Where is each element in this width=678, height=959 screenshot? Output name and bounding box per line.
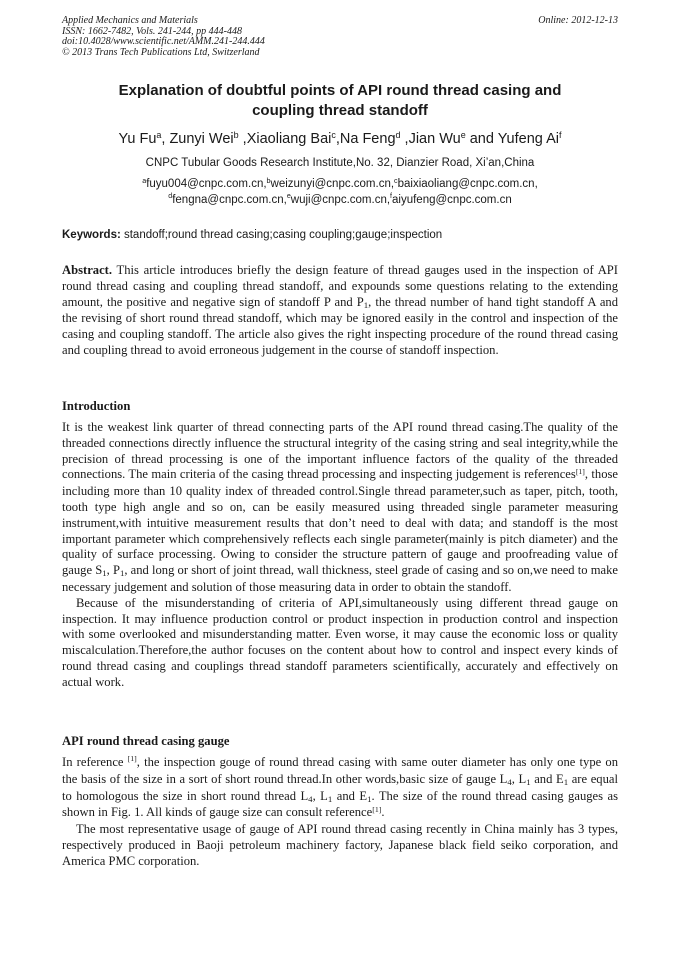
keywords xyxy=(62,228,618,243)
email-address: aiyufeng@cnpc.com.cn xyxy=(392,193,512,206)
author-name: , Zunyi Wei xyxy=(161,131,234,147)
affiliation: CNPC Tubular Goods Research Institute,No. 32, Dianzier Road, Xi’an,China xyxy=(145,157,535,169)
abstract-text: This article introduces briefly the design feature of thread gauges used in the inspection of API round thread casing and coupling thread standoff, and expounds some questions relating to the extending amount, the positive and negative sign of standoff P and P xyxy=(62,263,618,309)
author-name: ,Xiaoliang Bai xyxy=(238,131,332,147)
subscript: 1 xyxy=(102,568,107,579)
email-address: fuyu004@cnpc.com.cn, xyxy=(146,178,267,190)
paragraph-text: , those including more than 10 quality index of threaded control.Single thread parameter,such as taper, pitch, tooth, tooth type high angle and so on, can be easily measured using threaded single parameter measuring instrument,with intuitive measurement results that don’t need to deal with data; and standoff is the most important parameter which comprehensively reflects each single parameter(mainly is pitch diameter) and the quality of surface processing. Owing to consider the structure pattern of gauge and proofreading value of gauge S xyxy=(62,467,618,578)
paragraph-text: In reference xyxy=(62,755,128,769)
paragraph-text: , the inspection gouge of round thread casing with same outer diameter has only one type on the basis of the size in a sort of short round thread.In other words,basic size of gauge L xyxy=(62,755,618,786)
subscript: 1 xyxy=(327,793,333,804)
paragraph-text: are equal to homologous the size in short round thread L xyxy=(62,771,618,803)
journal-header xyxy=(62,16,618,58)
abstract-text: , the thread number of hand tight standoff A and the revising of short round thread standoff, which may be ignored easily in the control and inspection of the casing and coupling standoff. The article also gives the right inspecting procedure of the round thread casing and coupling thread to avoid erroneous judgement in the course of standoff inspection. xyxy=(62,294,619,357)
email-mark: a xyxy=(142,176,147,185)
doi-line: doi:10.4028/www.scientific.net/AMM.241-244.444 xyxy=(62,36,265,48)
author-mark: a xyxy=(156,129,162,140)
email-address: baixiaoliang@cnpc.com.cn, xyxy=(397,178,538,190)
email-mark: e xyxy=(286,192,291,201)
abstract-label: Abstract. xyxy=(62,263,113,277)
email-mark: c xyxy=(394,176,398,185)
author-name: ,Jian Wu xyxy=(400,131,461,147)
author-name: ,Na Feng xyxy=(335,131,396,147)
paper-title xyxy=(62,81,618,121)
paragraph xyxy=(62,420,618,596)
gauge-section-heading: API round thread casing gauge xyxy=(62,734,230,748)
title-line-2: coupling thread standoff xyxy=(252,102,428,119)
paragraph-text: , L xyxy=(511,771,527,786)
title-line-1: Explanation of doubtful points of API round thread casing and xyxy=(118,82,562,99)
paragraph-text: , L xyxy=(312,788,328,803)
subscript: 4 xyxy=(507,777,512,787)
paragraph-text: and E xyxy=(332,788,368,803)
gauge-section-body xyxy=(62,755,618,870)
paragraph xyxy=(62,755,618,822)
paragraph-text: , P xyxy=(106,563,120,578)
paragraph: The most representative usage of gauge of API round thread casing recently in China mainly has 3 types, respectively produced in Baoji petroleum machinery factory, Japanese black field seiko corporation, and America PMC corporation. xyxy=(62,822,618,868)
introduction-body xyxy=(62,420,618,691)
citation: [1] xyxy=(372,804,382,814)
author-mark: e xyxy=(460,129,466,140)
author-emails xyxy=(62,177,618,208)
author-mark: f xyxy=(558,129,562,140)
issn-line: ISSN: 1662-7482, Vols. 241-244, pp 444-448 xyxy=(62,25,242,37)
subscript: 1 xyxy=(526,777,531,787)
email-mark: f xyxy=(390,192,393,201)
paragraph-text: It is the weakest link quarter of thread connecting parts of the API round thread casing.The quality of the threaded connections directly influence the structural integrity of the casing string and seal integrity,while the precision of thread processing is one of the important influence factors of the quality of the threaded connections. The main criteria of the casing thread processing and inspecting judgement is references xyxy=(62,420,618,482)
introduction-heading: Introduction xyxy=(62,399,131,413)
email-address: fengna@cnpc.com.cn, xyxy=(172,193,287,206)
paragraph: Because of the misunderstanding of criteria of API,simultaneously using different thread gauge on inspection. It may influence production control or product inspection in production control and inspection with some overlooked and misunderstanding matter. Even worse, it may cause the economic loss or quality miscalculation.Therefore,the author focuses on the content about how to control and inspect every kinds of round thread casing and couplings thread standoff parameters scientifically, accurately and effectively on actual work. xyxy=(62,595,618,689)
email-line-2 xyxy=(62,193,618,209)
subscript: 4 xyxy=(308,793,313,804)
email-address: weizunyi@cnpc.com.cn, xyxy=(270,178,395,190)
keywords-text: standoff;round thread casing;casing coupling;gauge;inspection xyxy=(120,229,443,241)
paragraph-text: . The size of the round thread casing gauges as shown in Fig. 1. All kinds of gauge size can consult reference xyxy=(62,788,618,820)
keywords-label: Keywords: xyxy=(62,229,121,241)
subscript: 1 xyxy=(563,777,569,787)
online-date: Online: 2012-12-13 xyxy=(538,15,618,26)
abstract xyxy=(62,263,618,359)
subscript: 1 xyxy=(367,793,372,804)
author-mark: d xyxy=(395,129,401,140)
paragraph-text: . xyxy=(381,805,385,820)
email-mark: d xyxy=(168,192,173,201)
citation: [1] xyxy=(127,754,137,764)
paragraph-text: and E xyxy=(530,771,564,786)
subscript: 1 xyxy=(119,568,125,579)
author-mark: c xyxy=(331,129,336,140)
author-name: and Yufeng Ai xyxy=(465,131,559,147)
journal-name: Applied Mechanics and Materials xyxy=(62,15,198,26)
copyright-line: © 2013 Trans Tech Publications Ltd, Switzerland xyxy=(62,46,260,58)
email-mark: b xyxy=(266,176,271,185)
paragraph-text: , and long or short of joint thread, wall thickness, steel grade of casing and so on,we need to make necessary judgement and solution of those measuring data in order to obtain the standoff. xyxy=(62,563,618,594)
subscript: 1 xyxy=(363,299,369,310)
author-list xyxy=(62,130,618,149)
email-address: wuji@cnpc.com.cn, xyxy=(290,193,391,206)
author-mark: b xyxy=(233,129,239,140)
author-name: Yu Fu xyxy=(118,131,157,147)
email-line-1 xyxy=(62,177,618,193)
citation: [1] xyxy=(575,466,585,476)
